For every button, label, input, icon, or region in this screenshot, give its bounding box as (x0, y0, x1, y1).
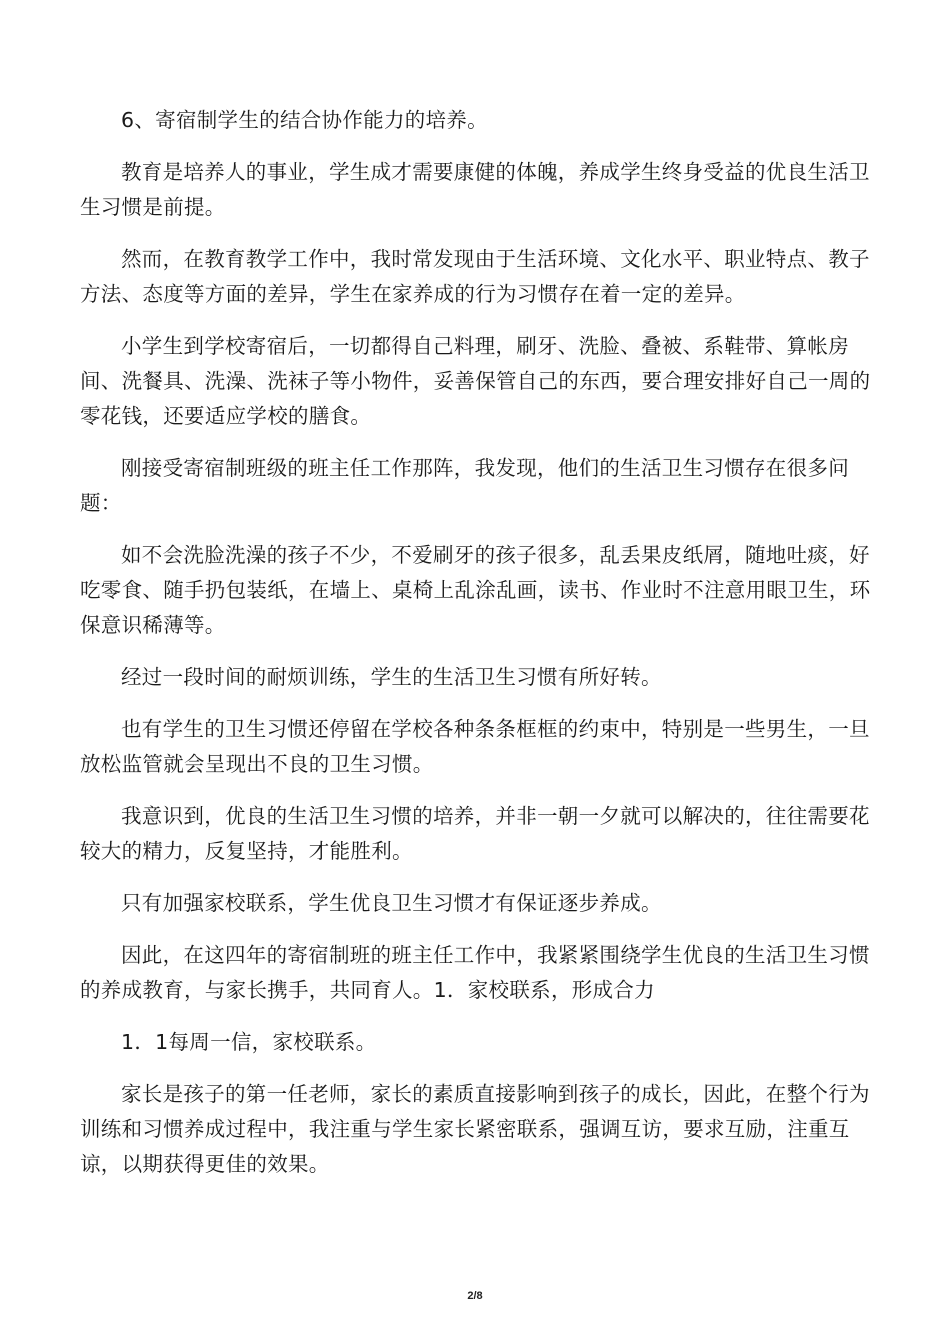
paragraph: 经过一段时间的耐烦训练，学生的生活卫生习惯有所好转。 (121, 665, 662, 689)
paragraph: 如不会洗脸洗澡的孩子不少，不爱刷牙的孩子很多，乱丢果皮纸屑，随地吐痰，好吃零食、随手扔包装纸，在墙上、桌椅上乱涂乱画，读书、作业时不注意用眼卫生，环保意识稀薄等。 (80, 543, 871, 637)
paragraph: 也有学生的卫生习惯还停留在学校各种条条框框的约束中，特别是一些男生，一旦放松监管就会呈现出不良的卫生习惯。 (80, 717, 870, 776)
paragraph: 小学生到学校寄宿后，一切都得自己料理，刷牙、洗脸、叠被、系鞋带、算帐房间、洗餐具、洗澡、洗袜子等小物件，妥善保管自己的东西，要合理安排好自己一周的零花钱，还要适应学校的膳食。 (80, 334, 871, 428)
paragraph: 刚接受寄宿制班级的班主任工作那阵，我发现，他们的生活卫生习惯存在很多问题： (80, 456, 849, 515)
page-number: 2/8 (467, 1290, 483, 1302)
paragraph: 我意识到，优良的生活卫生习惯的培养，并非一朝一夕就可以解决的，往往需要花较大的精力，反复坚持，才能胜利。 (80, 804, 870, 863)
paragraph: 教育是培养人的事业，学生成才需要康健的体魄，养成学生终身受益的优良生活卫生习惯是前提。 (80, 160, 870, 219)
paragraph: 6、寄宿制学生的结合协作能力的培养。 (121, 108, 488, 132)
paragraph: 然而，在教育教学工作中，我时常发现由于生活环境、文化水平、职业特点、教子方法、态度等方面的差异，学生在家养成的行为习惯存在着一定的差异。 (80, 247, 870, 306)
paragraph: 家长是孩子的第一任老师，家长的素质直接影响到孩子的成长，因此，在整个行为训练和习惯养成过程中，我注重与学生家长紧密联系，强调互访，要求互励，注重互谅，以期获得更佳的效果。 (80, 1082, 870, 1176)
paragraph: 1．1每周一信，家校联系。 (121, 1030, 377, 1054)
document-body (80, 103, 880, 1199)
paragraph: 只有加强家校联系，学生优良卫生习惯才有保证逐步养成。 (121, 891, 662, 915)
paragraph: 因此，在这四年的寄宿制班的班主任工作中，我紧紧围绕学生优良的生活卫生习惯的养成教育，与家长携手，共同育人。1．家校联系，形成合力 (80, 943, 870, 1002)
